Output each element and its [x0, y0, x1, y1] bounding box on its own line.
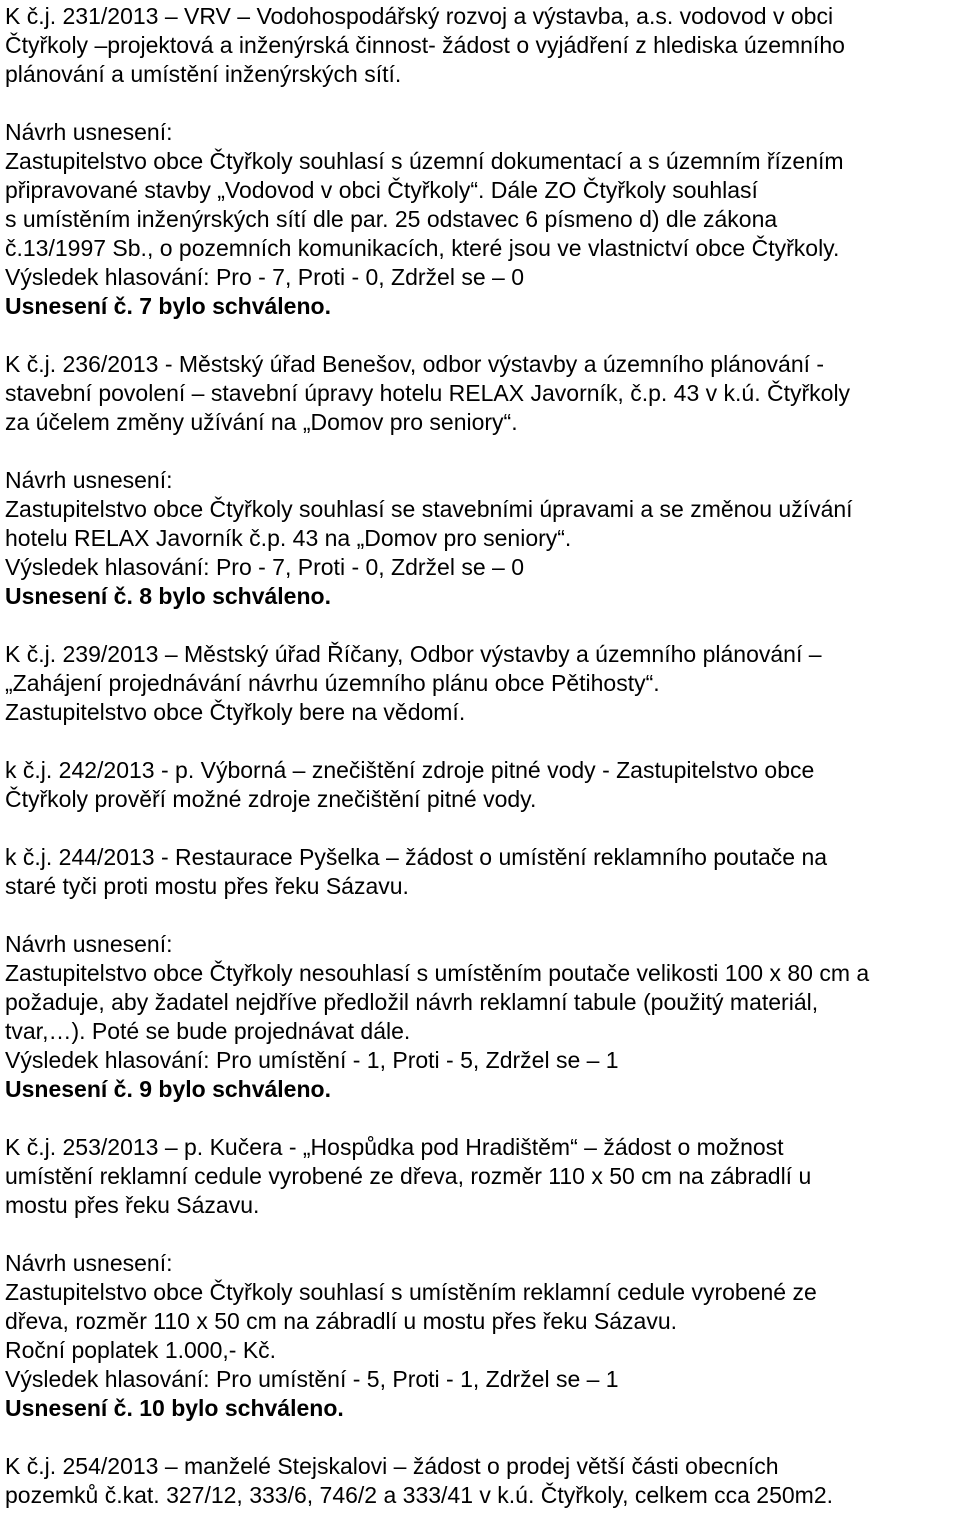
text-line: Roční poplatek 1.000,- Kč. — [5, 1337, 277, 1363]
vote-result: Výsledek hlasování: Pro - 7, Proti - 0, Zdržel se – 0 — [5, 554, 525, 580]
text-line: za účelem změny užívání na „Domov pro seniory“. — [5, 409, 518, 435]
text-line: K č.j. 236/2013 - Městský úřad Benešov, odbor výstavby a územního plánování - — [5, 351, 825, 377]
text-line: pozemků č.kat. 327/12, 333/6, 746/2 a 333/41 v k.ú. Čtyřkoly, celkem cca 250m2. — [5, 1482, 834, 1508]
text-line: požaduje, aby žadatel nejdříve předložil návrh reklamní tabule (použitý materiál, — [5, 989, 819, 1015]
text-line: tvar,…). Poté se bude projednávat dále. — [5, 1018, 411, 1044]
text-line: Čtyřkoly prověří možné zdroje znečištění pitné vody. — [5, 786, 537, 812]
resolution-approved: Usnesení č. 8 bylo schváleno. — [5, 583, 331, 609]
proposal-heading: Návrh usnesení: — [5, 467, 173, 493]
text-line: mostu přes řeku Sázavu. — [5, 1192, 260, 1218]
text-line: stavební povolení – stavební úpravy hotelu RELAX Javorník, č.p. 43 v k.ú. Čtyřkoly — [5, 380, 851, 406]
text-line: k č.j. 244/2013 - Restaurace Pyšelka – žádost o umístění reklamního poutače na — [5, 844, 828, 870]
text-line: „Zahájení projednávání návrhu územního plánu obce Pětihosty“. — [5, 670, 660, 696]
text-line: Čtyřkoly –projektová a inženýrská činnost- žádost o vyjádření z hlediska územního — [5, 32, 845, 58]
proposal-heading: Návrh usnesení: — [5, 931, 173, 957]
resolution-approved: Usnesení č. 7 bylo schváleno. — [5, 293, 331, 319]
vote-result: Výsledek hlasování: Pro - 7, Proti - 0, Zdržel se – 0 — [5, 264, 525, 290]
text-line: hotelu RELAX Javorník č.p. 43 na „Domov pro seniory“. — [5, 525, 572, 551]
resolution-approved: Usnesení č. 10 bylo schváleno. — [5, 1395, 344, 1421]
text-line: Zastupitelstvo obce Čtyřkoly nesouhlasí s umístěním poutače velikosti 100 x 80 cm a — [5, 960, 870, 986]
resolution-approved: Usnesení č. 9 bylo schváleno. — [5, 1076, 331, 1102]
text-line: k č.j. 242/2013 - p. Výborná – znečištění zdroje pitné vody - Zastupitelstvo obce — [5, 757, 815, 783]
text-line: č.13/1997 Sb., o pozemních komunikacích, které jsou ve vlastnictví obce Čtyřkoly. — [5, 235, 840, 261]
vote-result: Výsledek hlasování: Pro umístění - 5, Proti - 1, Zdržel se – 1 — [5, 1366, 619, 1392]
text-line: staré tyči proti mostu přes řeku Sázavu. — [5, 873, 409, 899]
text-line: K č.j. 239/2013 – Městský úřad Říčany, Odbor výstavby a územního plánování – — [5, 641, 822, 667]
text-line: K č.j. 231/2013 – VRV – Vodohospodářský rozvoj a výstavba, a.s. vodovod v obci — [5, 3, 834, 29]
proposal-heading: Návrh usnesení: — [5, 119, 173, 145]
text-line: plánování a umístění inženýrských sítí. — [5, 61, 402, 87]
proposal-heading: Návrh usnesení: — [5, 1250, 173, 1276]
text-line: s umístěním inženýrských sítí dle par. 25 odstavec 6 písmeno d) dle zákona — [5, 206, 778, 232]
text-line: připravované stavby „Vodovod v obci Čtyřkoly“. Dále ZO Čtyřkoly souhlasí — [5, 177, 758, 203]
text-line: K č.j. 254/2013 – manželé Stejskalovi – žádost o prodej větší části obecních — [5, 1453, 779, 1479]
text-line: Zastupitelstvo obce Čtyřkoly souhlasí se stavebními úpravami a se změnou užívání — [5, 496, 853, 522]
text-line: dřeva, rozměr 110 x 50 cm na zábradlí u mostu přes řeku Sázavu. — [5, 1308, 677, 1334]
text-line: umístění reklamní cedule vyrobené ze dřeva, rozměr 110 x 50 cm na zábradlí u — [5, 1163, 812, 1189]
text-line: Zastupitelstvo obce Čtyřkoly souhlasí s územní dokumentací a s územním řízením — [5, 148, 844, 174]
text-line: Zastupitelstvo obce Čtyřkoly bere na vědomí. — [5, 699, 466, 725]
text-line: K č.j. 253/2013 – p. Kučera - „Hospůdka pod Hradištěm“ – žádost o možnost — [5, 1134, 784, 1160]
vote-result: Výsledek hlasování: Pro umístění - 1, Proti - 5, Zdržel se – 1 — [5, 1047, 619, 1073]
text-line: Zastupitelstvo obce Čtyřkoly souhlasí s umístěním reklamní cedule vyrobené ze — [5, 1279, 817, 1305]
